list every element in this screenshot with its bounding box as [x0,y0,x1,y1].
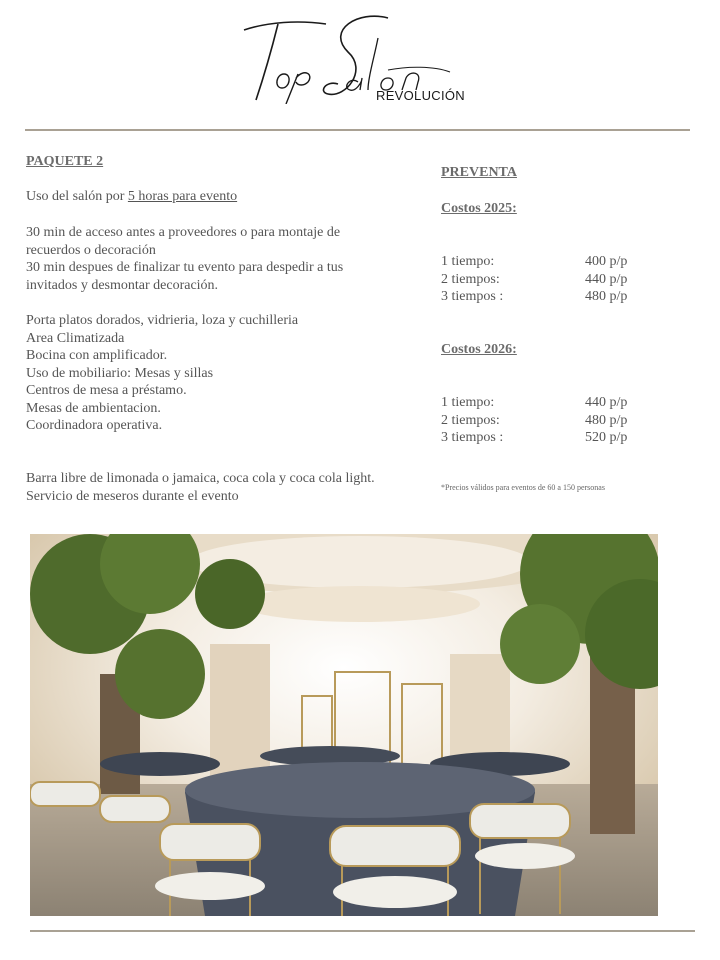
venue-photo [30,534,658,916]
amenity-item: Mesas de ambientacion. [26,400,161,416]
price-row [441,429,641,447]
service-block [26,470,375,505]
presale-title: PREVENTA [441,165,517,180]
price-value: 440 p/p [585,395,628,410]
usage-hours: 5 horas para evento [127,189,238,204]
price-label: 3 tiempos : [441,289,504,304]
usage-line [26,188,237,206]
venue-illustration [30,534,658,916]
price-row [441,271,641,289]
price-label: 1 tiempo: [441,395,495,410]
price-value: 440 p/p [585,271,628,287]
amenity-item: Area Climatizada [26,330,125,346]
amenity-item: Bocina con amplificador. [26,348,168,363]
access-line: 30 min de acceso antes a proveedores o para montaje de [26,225,341,240]
access-line: recuerdos o decoración [26,242,156,258]
price-label: 2 tiempos: [441,271,500,287]
access-line: invitados y desmontar decoración. [26,277,219,293]
top-divider [25,129,690,131]
price-value: 520 p/p [585,430,628,445]
amenity-item: Coordinadora operativa. [26,418,163,433]
bottom-divider [30,930,695,932]
price-row [441,412,641,430]
price-row [441,288,641,306]
amenities-list [26,312,298,435]
price-label: 2 tiempos: [441,412,500,428]
package-title: PAQUETE 2 [26,154,104,169]
costs-2026-title: Costos 2026: [441,342,517,357]
amenity-item: Porta platos dorados, vidrieria, loza y cuchilleria [26,313,299,328]
brand-subtitle: REVOLUCIÓN [376,88,465,103]
usage-prefix: Uso del salón por [26,189,128,204]
price-value: 400 p/p [585,254,628,269]
access-block [26,224,343,294]
amenity-item: Uso de mobiliario: Mesas y sillas [26,365,214,381]
service-line: Barra libre de limonada o jamaica, coca cola y coca cola light. [26,471,375,486]
service-line: Servicio de meseros durante el evento [26,488,239,504]
price-label: 3 tiempos : [441,430,504,445]
price-note: *Precios válidos para eventos de 60 a 150 personas [441,483,605,492]
costs-2026-table [441,394,641,447]
price-row [441,253,641,271]
price-row [441,394,641,412]
costs-2025-title: Costos 2025: [441,201,517,216]
costs-2025-table [441,253,641,306]
amenity-item: Centros de mesa a préstamo. [26,383,187,398]
price-label: 1 tiempo: [441,254,495,269]
price-value: 480 p/p [585,289,628,304]
price-value: 480 p/p [585,412,628,428]
access-line: 30 min despues de finalizar tu evento para despedir a tus [26,260,344,275]
